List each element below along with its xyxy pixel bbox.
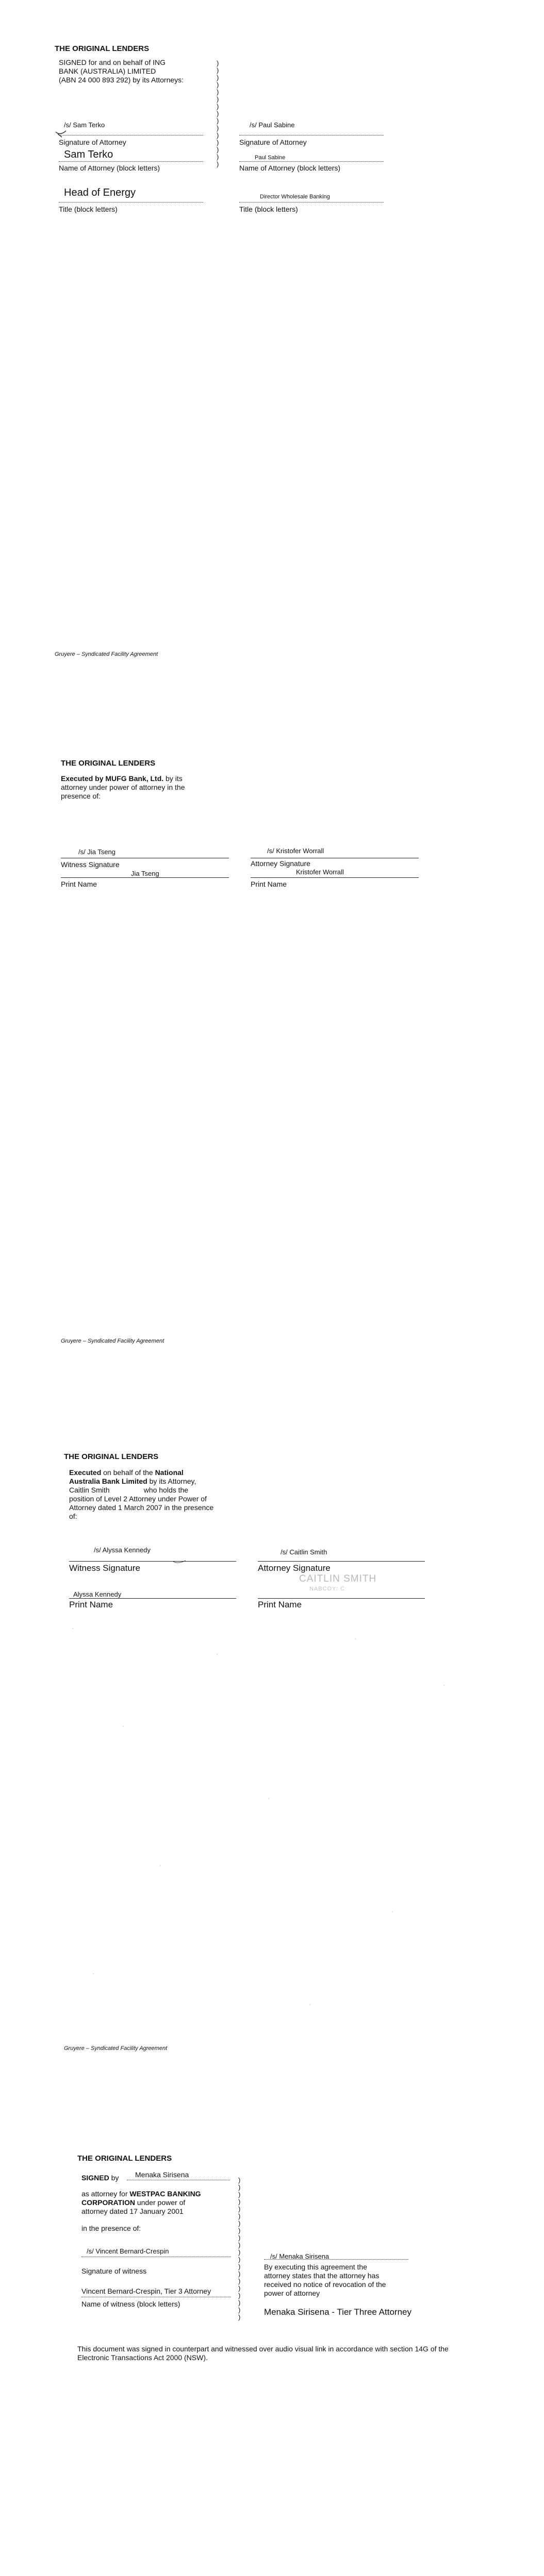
page-3 (0, 1406, 544, 2110)
executing-statement: received no notice of revocation of the (264, 2280, 386, 2289)
witness-signature: /s/ Alyssa Kennedy (94, 1546, 151, 1554)
scan-speck (268, 1798, 269, 1799)
executing-statement: attorney states that the attorney has (264, 2272, 380, 2280)
counterpart-statement: This document was signed in counterpart and witnessed over audio visual link in accordance with section 14G of the (77, 2345, 449, 2353)
scan-speck (443, 1685, 444, 1686)
witness-signature: /s/ Vincent Bernard-Crespin (87, 2247, 169, 2255)
attorney-1-name: Sam Terko (64, 149, 113, 160)
dated-line: attorney dated 17 January 2001 (81, 2207, 184, 2215)
execution-bank-name: by MUFG Bank, Ltd. (93, 774, 164, 783)
attorney-signature: /s/ Kristofer Worrall (267, 847, 324, 855)
attorney-name: Kristofer Worrall (296, 868, 344, 876)
attorney-2-name: Paul Sabine (255, 155, 286, 161)
page-footer: Gruyere – Syndicated Facility Agreement (55, 651, 158, 657)
attorney-for-bank: WESTPAC BANKING (129, 2190, 201, 2198)
print-name-label: Print Name (258, 1600, 302, 1609)
print-name-label: Print Name (69, 1600, 113, 1609)
name-line (59, 161, 203, 162)
attorney-for-text: as attorney for (81, 2190, 130, 2198)
signature-line (264, 2259, 408, 2260)
page-2 (0, 703, 544, 1406)
witness-name-label: Name of witness (block letters) (81, 2300, 180, 2308)
bracket-column: ) ) ) ) ) ) ) ) ) ) ) ) ) ) ) ) ) ) ) ) (238, 2176, 241, 2321)
executing-statement: By executing this agreement the (264, 2263, 368, 2271)
attorney-stamp-name: CAITLIN SMITH (299, 1573, 377, 1584)
page-heading: THE ORIGINAL LENDERS (61, 759, 156, 768)
handwritten-mark (172, 1559, 188, 1564)
execution-line: Caitlin Smith who holds the (69, 1486, 189, 1494)
scan-speck (123, 1726, 124, 1727)
page-heading: THE ORIGINAL LENDERS (64, 1452, 159, 1461)
signature-line (258, 1561, 425, 1562)
executing-statement: power of attorney (264, 2289, 320, 2297)
title-label: Title (block letters) (59, 205, 118, 213)
witness-name: Vincent Bernard-Crespin, Tier 3 Attorney (81, 2287, 211, 2295)
attorney-2-title: Director Wholesale Banking (260, 194, 330, 200)
print-name-line (258, 1598, 425, 1599)
page-footer: Gruyere – Syndicated Facility Agreement (64, 2045, 168, 2052)
print-name-line (251, 877, 419, 878)
page-footer: Gruyere – Syndicated Facility Agreement (61, 1338, 164, 1344)
execution-text: by its Attorney, (147, 1477, 196, 1485)
witness-signature-label: Witness Signature (61, 860, 120, 869)
execution-line: position of Level 2 Attorney under Power of (69, 1495, 207, 1503)
page-heading: THE ORIGINAL LENDERS (55, 44, 150, 53)
signature-label: Signature of Attorney (239, 138, 307, 146)
attorney-name: Menaka Sirisena - Tier Three Attorney (264, 2307, 411, 2317)
signed-by-text: by (109, 2174, 119, 2182)
witness-signature-label: Signature of witness (81, 2267, 147, 2275)
scan-speck (309, 2004, 310, 2005)
corporation-line (81, 2198, 185, 2207)
execution-text: on behalf of the (101, 1468, 155, 1477)
bracket-column: ) ) ) ) ) ) ) ) ) ) ) ) ) ) ) (217, 59, 219, 168)
corporation-text: under power of (135, 2198, 186, 2207)
corporation-bold: CORPORATION (81, 2198, 135, 2207)
attorney-for-line (81, 2190, 201, 2198)
execution-bold: National (155, 1468, 184, 1477)
title-label: Title (block letters) (239, 205, 298, 213)
presence-line: in the presence of: (81, 2224, 141, 2232)
signature-line (69, 1561, 236, 1562)
attorney-signature: /s/ Menaka Sirisena (270, 2252, 329, 2260)
witness-name: Jia Tseng (131, 870, 159, 877)
attorney-1-title: Head of Energy (64, 187, 136, 198)
witness-signature: /s/ Jia Tseng (78, 848, 116, 856)
execution-rest: by its attorney under power of attorney in the presence of: (61, 774, 185, 800)
attorney-signature-label: Attorney Signature (258, 1563, 331, 1573)
page-4 (0, 2110, 544, 2576)
handwritten-mark (55, 130, 68, 138)
scan-speck (72, 1628, 73, 1629)
signed-by-bold: SIGNED (81, 2174, 109, 2182)
page-1 (0, 0, 544, 703)
counterpart-statement: Electronic Transactions Act 2000 (NSW). (77, 2353, 208, 2362)
scan-speck (160, 1865, 161, 1866)
execution-line: of: (69, 1512, 77, 1520)
print-name-line (69, 1598, 236, 1599)
name-label: Name of Attorney (block letters) (59, 164, 160, 172)
witness-name: Alyssa Kennedy (73, 1590, 122, 1598)
attorney-2-signature: /s/ Paul Sabine (250, 121, 295, 129)
print-name-label: Print Name (61, 880, 97, 888)
signature-label: Signature of Attorney (59, 138, 126, 146)
attorney-signature: /s/ Caitlin Smith (281, 1548, 327, 1556)
execution-line (69, 1477, 236, 1486)
scan-speck (355, 1638, 356, 1639)
scan-speck (217, 1654, 218, 1655)
attorney-stamp-number: NABCOY: C (309, 1586, 345, 1592)
execution-line (69, 1468, 236, 1477)
print-name-line (61, 877, 229, 878)
witness-signature-label: Witness Signature (69, 1563, 140, 1573)
name-line (239, 161, 384, 162)
name-label: Name of Attorney (block letters) (239, 164, 341, 172)
execution-bold: Executed (69, 1468, 102, 1477)
execution-bank-name: Australia Bank Limited (69, 1477, 147, 1485)
attorney-1-signature: /s/ Sam Terko (64, 121, 105, 129)
print-name-label: Print Name (251, 880, 287, 888)
signed-by-line (81, 2174, 119, 2182)
execution-bold: Executed (61, 774, 93, 783)
scan-speck (93, 1973, 94, 1974)
scan-speck (392, 1911, 393, 1912)
execution-text (61, 774, 205, 801)
attorney-signature-label: Attorney Signature (251, 859, 310, 868)
execution-line: Attorney dated 1 March 2007 in the presence (69, 1503, 214, 1512)
signer-name: Menaka Sirisena (135, 2171, 189, 2179)
signed-text-line: (ABN 24 000 893 292) by its Attorneys: (59, 76, 184, 84)
signed-text-line: BANK (AUSTRALIA) LIMITED (59, 67, 156, 75)
signed-text-line: SIGNED for and on behalf of ING (59, 58, 166, 66)
page-heading: THE ORIGINAL LENDERS (77, 2154, 172, 2163)
